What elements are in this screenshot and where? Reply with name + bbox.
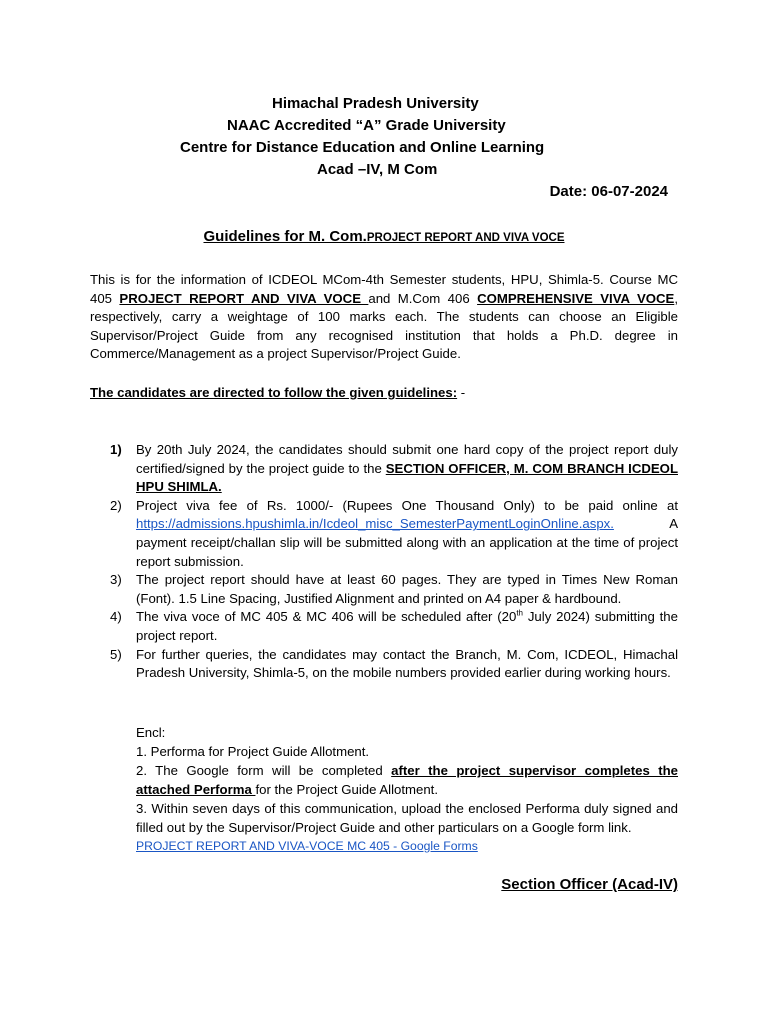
intro-text-1: This is for the information of ICDEOL MCom-4th Semester students, HPU, Shimla-5. Course MC 405 [90, 272, 678, 306]
enclosure-1: 1. Performa for Project Guide Allotment. [136, 744, 370, 759]
item-text: For further queries, the candidates may contact the Branch, M. Com, ICDEOL, Himachal Pradesh University, Shimla-5, on the mobile numbers provided earlier during working hours. [136, 646, 678, 681]
item-text: The viva voce of MC 405 & MC 406 will be scheduled after (20 [136, 609, 517, 625]
intro-text-3: , respectively, carry a weightage of 100 marks each. The students can choose an Eligible Supervisor/Project Guide from any recognised institution that holds a Ph.D. degree in Commerce/Management as a project Supervisor/Project Guide. [90, 290, 678, 362]
enclosures-label: Encl: [136, 725, 166, 740]
accreditation-line: NAAC Accredited “A” Grade University [227, 117, 506, 134]
enclosure-3: 3. Within seven days of this communication, upload the enclosed Performa duly signed and filled out by the Supervisor/Project Guide and other particulars on a Google form link. [136, 801, 678, 835]
item-text: By 20th July 2024, the candidates should submit one hard copy of the project report duly certified/signed by the project guide to the [136, 442, 678, 476]
directed-text: The candidates are directed to follow the given guidelines: [90, 385, 458, 400]
item-number: 2) [110, 497, 122, 513]
guidelines-list [90, 441, 678, 683]
item-number: 5) [110, 646, 122, 662]
intro-text-2: and M.Com 406 [368, 290, 478, 306]
intro-course-mc405: PROJECT REPORT AND VIVA VOCE [119, 290, 369, 306]
google-form-link[interactable]: PROJECT REPORT AND VIVA-VOCE MC 405 - Google Forms [136, 839, 478, 853]
list-item [90, 571, 678, 608]
item-number: 4) [110, 609, 122, 625]
document-title [0, 227, 768, 248]
title-part-2: PROJECT REPORT AND VIVA VOCE [366, 232, 565, 244]
google-form-link-line [136, 837, 678, 856]
university-name: Himachal Pradesh University [272, 95, 479, 112]
enclosure-2 [136, 762, 678, 799]
superscript: th [516, 608, 523, 618]
directed-heading [90, 384, 465, 403]
intro-paragraph [90, 271, 678, 364]
title-part-1: Guidelines for M. Com. [203, 228, 367, 245]
enclosure-2-text-end: for the Project Guide Allotment. [255, 781, 438, 797]
list-item [90, 497, 678, 571]
item-text: A payment receipt/challan slip will be submitted along with an application at the time of project report submission. [136, 516, 678, 569]
centre-name: Centre for Distance Education and Online Learning [180, 139, 545, 156]
item-text: The project report should have at least 60 pages. They are typed in Times New Roman (Font). 1.5 Line Spacing, Justified Alignment and printed on A4 paper & hardbound. [136, 572, 678, 606]
intro-course-mc406: COMPREHENSIVE VIVA VOCE [477, 290, 675, 306]
list-item [90, 608, 678, 645]
signature: Section Officer (Acad-IV) [501, 876, 678, 893]
list-item [90, 441, 678, 497]
document-date: Date: 06-07-2024 [549, 183, 668, 200]
list-item [90, 646, 678, 683]
item-number: 1) [110, 442, 122, 457]
item-text: July 2024) submitting the project report. [136, 609, 678, 643]
directed-suffix: - [457, 385, 466, 400]
item-number: 3) [110, 572, 122, 588]
payment-link[interactable]: https://admissions.hpushimla.in/Icdeol_misc_SemesterPaymentLoginOnline.aspx. [136, 516, 614, 532]
enclosure-2-emphasis: after the project supervisor completes the attached Performa [136, 763, 679, 797]
branch-line: Acad –IV, M Com [317, 161, 438, 178]
item-text: Project viva fee of Rs. 1000/- (Rupees One Thousand Only) to be paid online at [136, 497, 678, 513]
enclosure-2-text: 2. The Google form will be completed [136, 763, 392, 778]
item-bold-text: SECTION OFFICER, M. COM BRANCH ICDEOL HPU SHIMLA. [136, 460, 678, 495]
